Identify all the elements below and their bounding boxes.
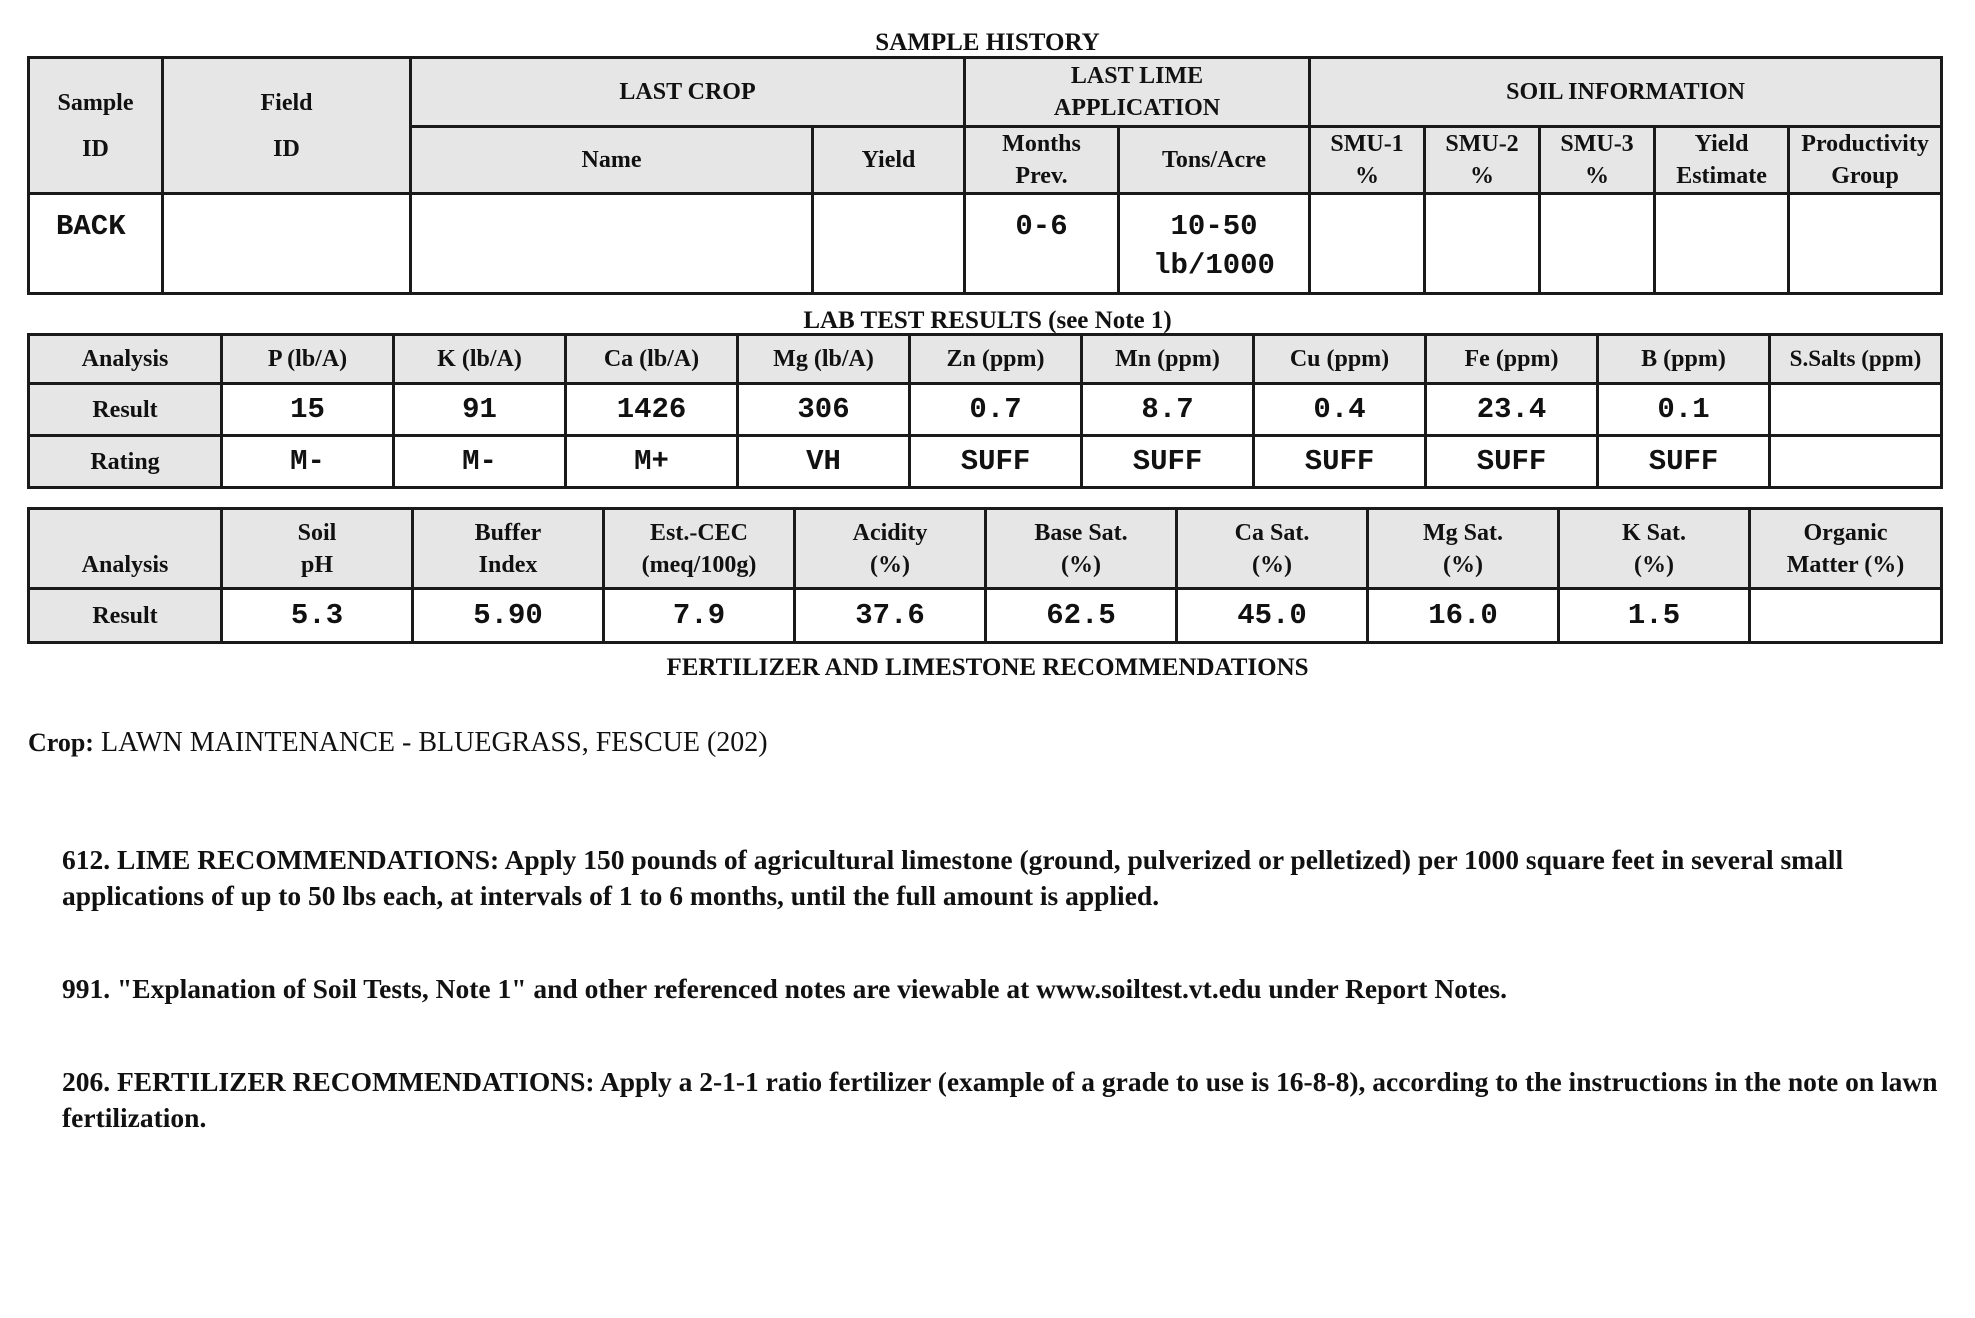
result-b: 0.1 (1598, 384, 1770, 436)
col-b-header: B (ppm) (1598, 335, 1770, 384)
crop-name-header: Name (411, 127, 813, 194)
productivity-group-header: Productivity Group (1789, 127, 1942, 194)
result-cu: 0.4 (1254, 384, 1426, 436)
yield-estimate-value (1655, 194, 1789, 294)
est-cec-header: Est.-CEC (meq/100g) (604, 509, 795, 589)
result-organic-matter (1750, 589, 1942, 643)
soil-tests-note: 991. "Explanation of Soil Tests, Note 1" and other referenced notes are viewable at www.soiltest.vt.edu under Report Notes. (62, 973, 1507, 1004)
buffer-index-header: Buffer Index (413, 509, 604, 589)
result-est-cec: 7.9 (604, 589, 795, 643)
col-p-header: P (lb/A) (222, 335, 394, 384)
rating-label: Rating (29, 436, 222, 488)
col-ssalts-header: S.Salts (ppm) (1770, 335, 1942, 384)
rating-ca: M+ (566, 436, 738, 488)
lab-results-title: LAB TEST RESULTS (see Note 1) (803, 307, 1172, 334)
crop-name-value (411, 194, 813, 294)
col-ca-header: Ca (lb/A) (566, 335, 738, 384)
rating-zn: SUFF (910, 436, 1082, 488)
result-k: 91 (394, 384, 566, 436)
soil-chemistry-table (27, 507, 1943, 644)
months-prev-header: Months Prev. (965, 127, 1119, 194)
rating-mg: VH (738, 436, 910, 488)
yield-estimate-header: Yield Estimate (1655, 127, 1789, 194)
result-acidity: 37.6 (795, 589, 986, 643)
analysis-label: Analysis (29, 335, 222, 384)
result-k-sat: 1.5 (1559, 589, 1750, 643)
mg-sat-header: Mg Sat. (%) (1368, 509, 1559, 589)
result-ca-sat: 45.0 (1177, 589, 1368, 643)
ca-sat-header: Ca Sat. (%) (1177, 509, 1368, 589)
col-fe-header: Fe (ppm) (1426, 335, 1598, 384)
rating-b: SUFF (1598, 436, 1770, 488)
sample-id-header: Sample ID (29, 58, 163, 194)
result-mg-sat: 16.0 (1368, 589, 1559, 643)
tons-acre-value: 10-50 lb/1000 (1119, 194, 1310, 294)
last-crop-header: LAST CROP (411, 58, 965, 127)
tons-acre-header: Tons/Acre (1119, 127, 1310, 194)
rating-fe: SUFF (1426, 436, 1598, 488)
result-p: 15 (222, 384, 394, 436)
recommendations-title: FERTILIZER AND LIMESTONE RECOMMENDATIONS (666, 654, 1309, 681)
col-cu-header: Cu (ppm) (1254, 335, 1426, 384)
lime-recommendation: 612. LIME RECOMMENDATIONS: Apply 150 pounds of agricultural limestone (ground, pulverized or pelletized) per 1000 square feet in several small applications of up to 50 lbs each, at intervals of 1 to 6 months, until the full amount is applied. (62, 844, 1844, 911)
field-id-value (163, 194, 411, 294)
soil-ph-header: Soil pH (222, 509, 413, 589)
soil-information-header: SOIL INFORMATION (1310, 58, 1942, 127)
result-label: Result (29, 384, 222, 436)
col-k-header: K (lb/A) (394, 335, 566, 384)
smu1-header: SMU-1 % (1310, 127, 1425, 194)
result-label-2: Result (29, 589, 222, 643)
smu2-header: SMU-2 % (1425, 127, 1540, 194)
result-mg: 306 (738, 384, 910, 436)
result-base-sat: 62.5 (986, 589, 1177, 643)
result-soil-ph: 5.3 (222, 589, 413, 643)
months-prev-value: 0-6 (965, 194, 1119, 294)
base-sat-header: Base Sat. (%) (986, 509, 1177, 589)
result-buffer-index: 5.90 (413, 589, 604, 643)
productivity-group-value (1789, 194, 1942, 294)
result-fe: 23.4 (1426, 384, 1598, 436)
smu1-value (1310, 194, 1425, 294)
acidity-header: Acidity (%) (795, 509, 986, 589)
rating-mn: SUFF (1082, 436, 1254, 488)
col-zn-header: Zn (ppm) (910, 335, 1082, 384)
crop-label: Crop: (28, 728, 94, 757)
analysis-label-2: Analysis (29, 509, 222, 589)
fertilizer-recommendation: 206. FERTILIZER RECOMMENDATIONS: Apply a 2-1-1 ratio fertilizer (example of a grade to use is 16-8-8), according to the instructions in the note on lawn fertilization. (62, 1066, 1938, 1133)
field-id-header: Field ID (163, 58, 411, 194)
organic-matter-header: Organic Matter (%) (1750, 509, 1942, 589)
rating-cu: SUFF (1254, 436, 1426, 488)
sample-id-value: BACK (29, 194, 163, 294)
rating-k: M- (394, 436, 566, 488)
col-mg-header: Mg (lb/A) (738, 335, 910, 384)
crop-value: LAWN MAINTENANCE - BLUEGRASS, FESCUE (202) (100, 727, 768, 758)
crop-yield-value (813, 194, 965, 294)
sample-history-title: SAMPLE HISTORY (875, 29, 1100, 56)
lab-results-table (27, 333, 1943, 489)
rating-ssalts (1770, 436, 1942, 488)
result-ca: 1426 (566, 384, 738, 436)
result-zn: 0.7 (910, 384, 1082, 436)
rating-p: M- (222, 436, 394, 488)
crop-yield-header: Yield (813, 127, 965, 194)
result-ssalts (1770, 384, 1942, 436)
result-mn: 8.7 (1082, 384, 1254, 436)
k-sat-header: K Sat. (%) (1559, 509, 1750, 589)
smu3-header: SMU-3 % (1540, 127, 1655, 194)
crop-line (28, 726, 768, 760)
last-lime-header: LAST LIME APPLICATION (965, 58, 1310, 127)
col-mn-header: Mn (ppm) (1082, 335, 1254, 384)
smu2-value (1425, 194, 1540, 294)
smu3-value (1540, 194, 1655, 294)
sample-history-table (27, 56, 1943, 295)
